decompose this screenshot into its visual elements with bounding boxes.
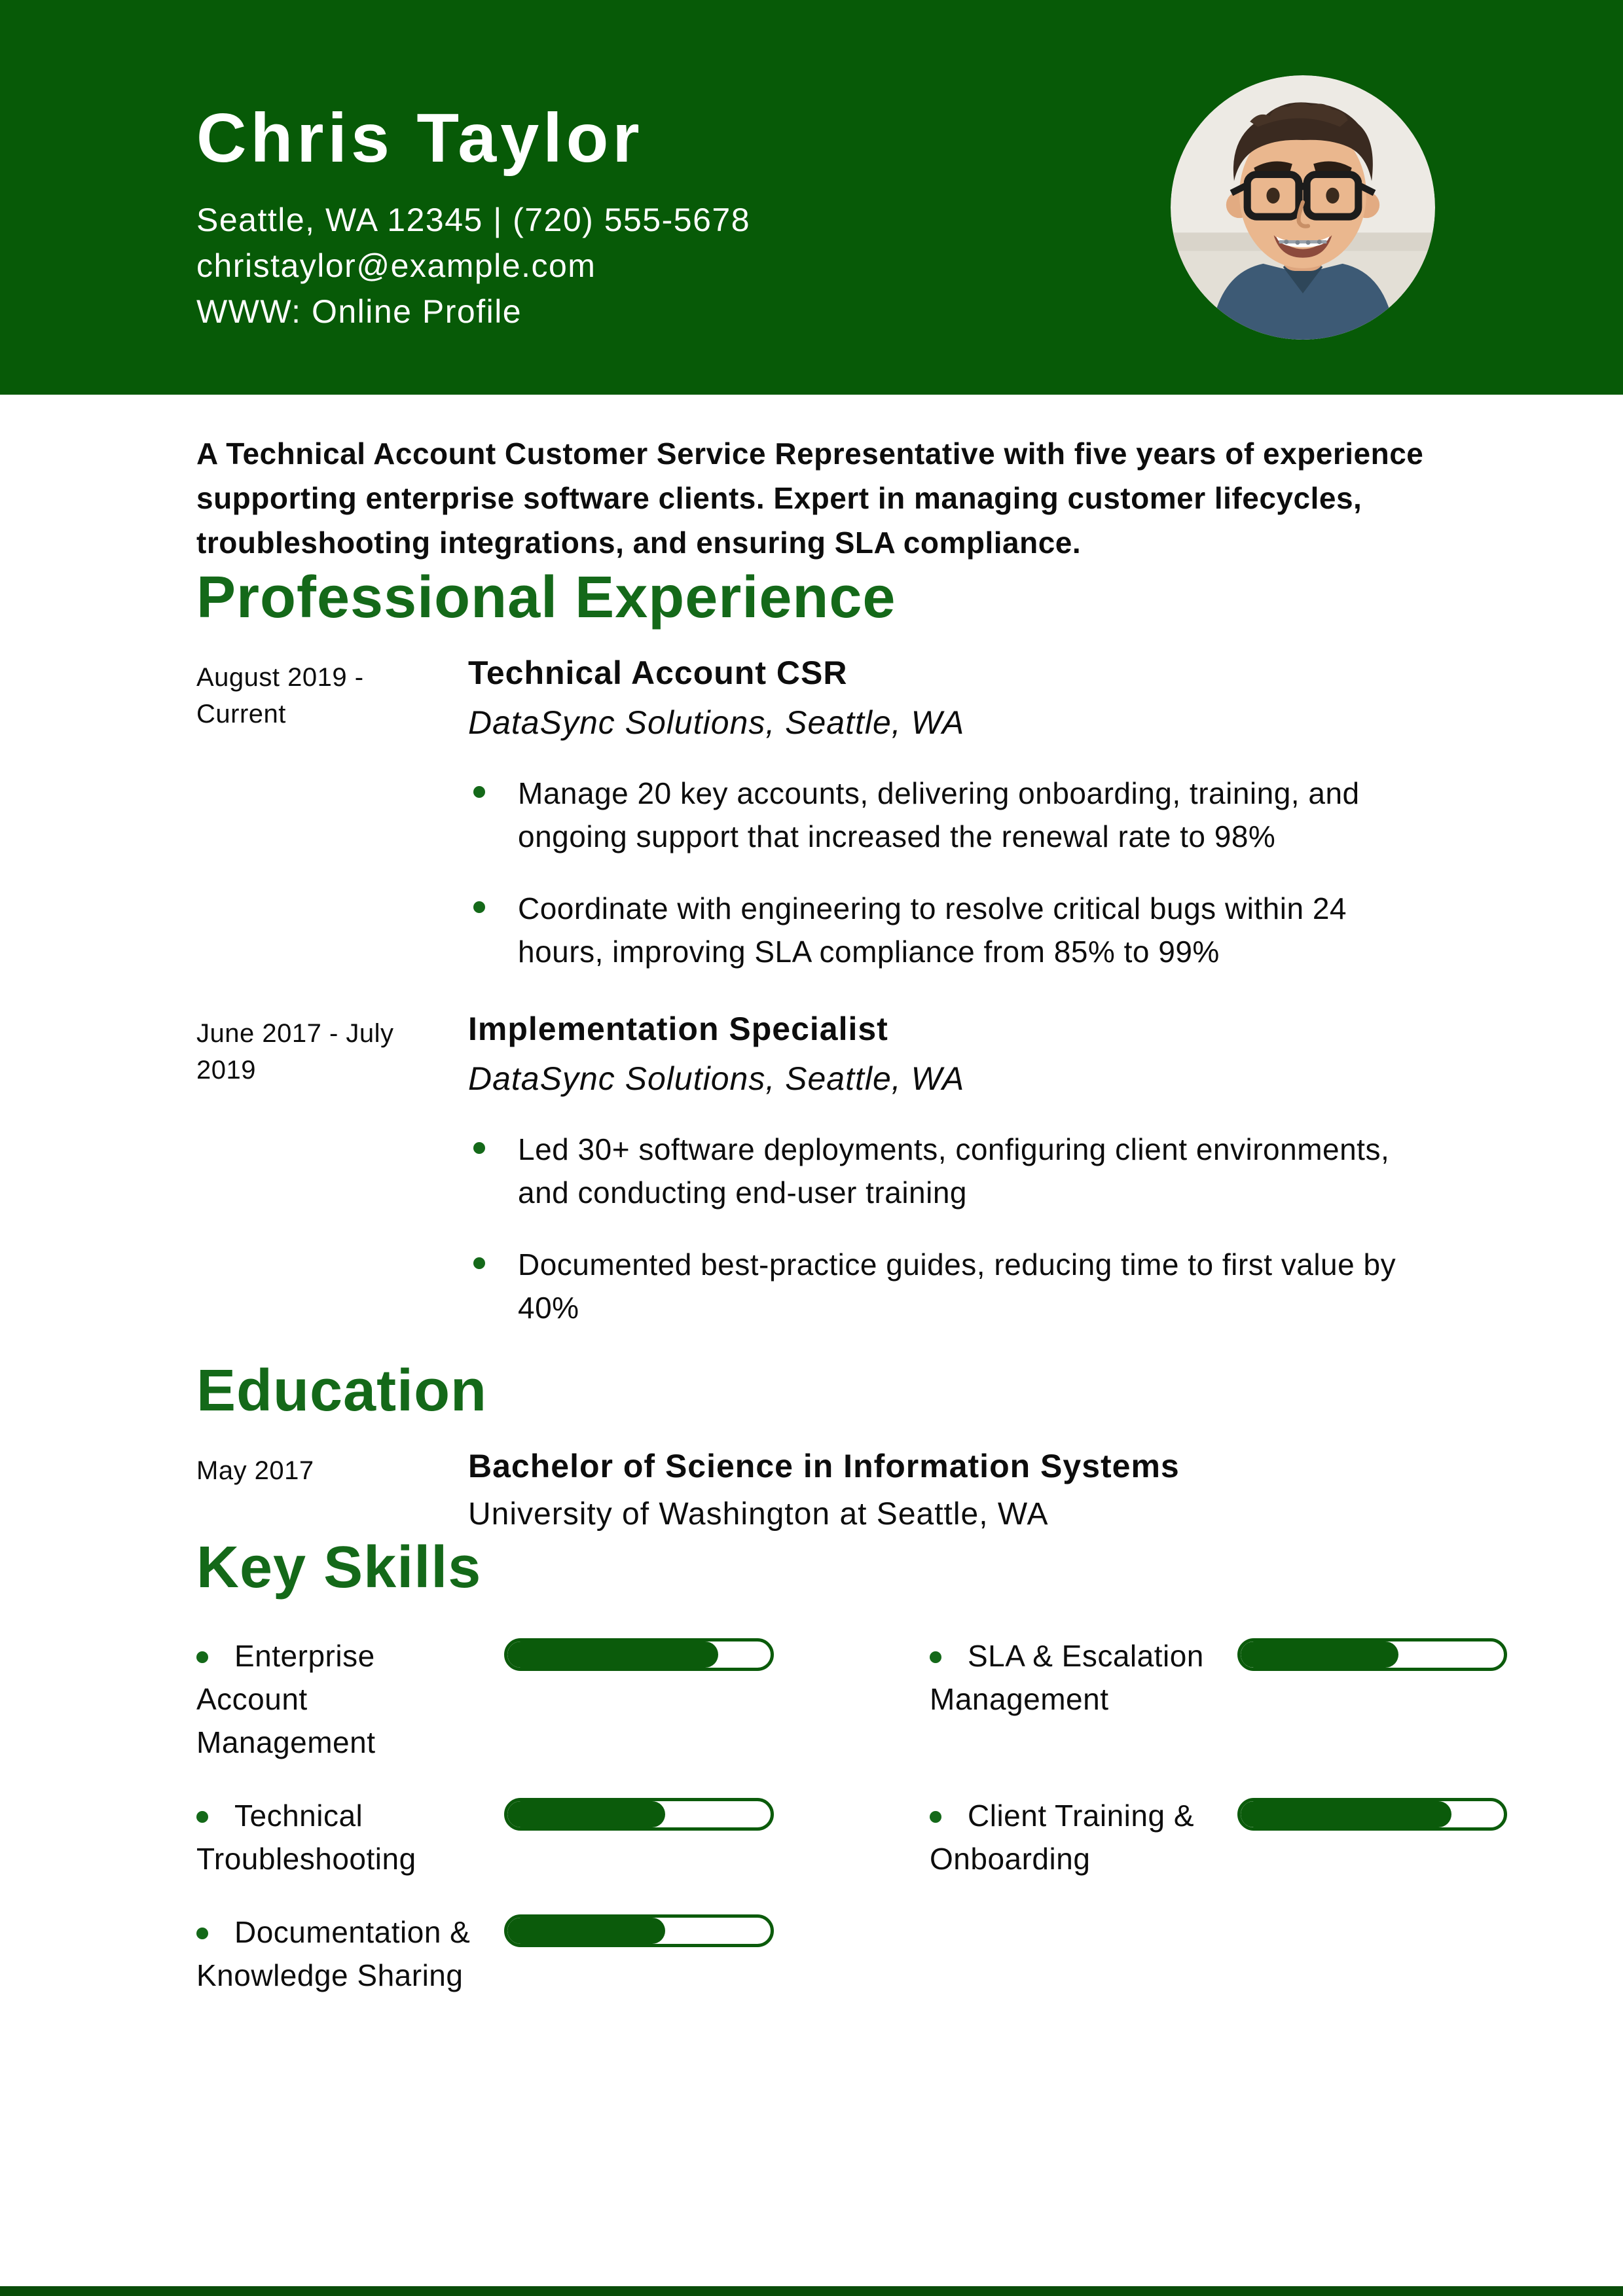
skill-label: [196, 1910, 484, 1997]
skill-label: [196, 1794, 484, 1880]
contact-email: christaylor@example.com: [196, 247, 596, 285]
skill-item: [196, 1910, 890, 1997]
skill-progress-fill: [507, 1641, 718, 1668]
skill-progress-fill: [1241, 1801, 1451, 1827]
skill-progress-bar: [504, 1914, 774, 1947]
education-section-title: Education: [196, 1358, 488, 1424]
job-bullet-text: Documented best-practice guides, reducing time to first value by 40%: [518, 1247, 1396, 1325]
skill-item: [196, 1794, 890, 1880]
job-company: DataSync Solutions, Seattle, WA: [468, 1060, 965, 1097]
skill-item: [196, 1634, 890, 1764]
person-name: Chris Taylor: [196, 99, 644, 177]
job-bullet-list: [468, 772, 1433, 973]
skill-progress-bar: [504, 1638, 774, 1671]
experience-dates: August 2019 - Current: [196, 663, 364, 728]
bullet-icon: [196, 1651, 208, 1663]
skill-label-text: Client Training & Onboarding: [930, 1799, 1194, 1876]
contact-website: WWW: Online Profile: [196, 293, 522, 331]
bullet-icon: [196, 1811, 208, 1823]
skill-progress-fill: [1241, 1641, 1398, 1668]
job-bullet: [468, 887, 1433, 973]
job-title: Implementation Specialist: [468, 1011, 888, 1047]
skill-label: [930, 1794, 1218, 1880]
professional-summary: A Technical Account Customer Service Representative with five years of experience supporting enterprise software clients. Expert in managing customer lifecycles, troubleshooting integrations, and ensuring SLA compliance.: [196, 437, 1424, 560]
bullet-icon: [930, 1651, 941, 1663]
skills-section-title: Key Skills: [196, 1535, 482, 1600]
job-bullet: [468, 1128, 1433, 1214]
education-date: May 2017: [196, 1456, 314, 1485]
skill-label: [930, 1634, 1218, 1721]
bullet-icon: [473, 1257, 485, 1269]
education-details: [468, 1446, 1433, 1535]
job-bullet-text: Led 30+ software deployments, configuring client environments, and conducting end-user training: [518, 1132, 1390, 1210]
skill-progress-fill: [507, 1801, 665, 1827]
skill-label-text: Technical Troubleshooting: [196, 1799, 416, 1876]
skill-progress-bar: [1237, 1798, 1507, 1831]
school-name: University of Washington at Seattle, WA: [468, 1497, 1049, 1532]
job-bullet: [468, 1243, 1433, 1329]
resume-body: [0, 431, 1623, 1997]
experience-entry: [196, 1009, 1433, 1358]
profile-photo: [1171, 75, 1435, 340]
experience-details: [468, 653, 1433, 1002]
bullet-icon: [473, 1142, 485, 1154]
bullet-icon: [473, 901, 485, 913]
bullet-icon: [473, 786, 485, 798]
experience-section-title: Professional Experience: [196, 565, 896, 630]
job-bullet-text: Coordinate with engineering to resolve critical bugs within 24 hours, improving SLA compliance from 85% to 99%: [518, 891, 1347, 969]
job-company: DataSync Solutions, Seattle, WA: [468, 704, 965, 741]
skill-item: [930, 1634, 1507, 1764]
job-bullet: [468, 772, 1433, 858]
education-entry: [196, 1446, 1433, 1535]
skill-item: [930, 1794, 1507, 1880]
skills-grid: [196, 1634, 1433, 1997]
bullet-icon: [196, 1928, 208, 1939]
skill-label-text: Enterprise Account Management: [196, 1639, 376, 1759]
experience-dates: June 2017 - July 2019: [196, 1019, 394, 1085]
bullet-icon: [930, 1811, 941, 1823]
profile-photo-illustration: [1171, 75, 1435, 340]
skill-label-text: Documentation & Knowledge Sharing: [196, 1915, 471, 1992]
skill-progress-bar: [1237, 1638, 1507, 1671]
experience-entry: [196, 653, 1433, 1002]
degree-title: Bachelor of Science in Information Systems: [468, 1448, 1180, 1484]
job-bullet-text: Manage 20 key accounts, delivering onboarding, training, and ongoing support that increased the renewal rate to 98%: [518, 776, 1360, 853]
experience-details: [468, 1009, 1433, 1358]
job-title: Technical Account CSR: [468, 655, 848, 691]
skill-label-text: SLA & Escalation Management: [930, 1639, 1204, 1716]
skill-progress-fill: [507, 1918, 665, 1944]
header-band: [0, 0, 1623, 395]
skill-label: [196, 1634, 484, 1764]
footer-accent-bar: [0, 2286, 1623, 2296]
contact-location-phone: Seattle, WA 12345 | (720) 555-5678: [196, 202, 750, 239]
skill-progress-bar: [504, 1798, 774, 1831]
job-bullet-list: [468, 1128, 1433, 1329]
